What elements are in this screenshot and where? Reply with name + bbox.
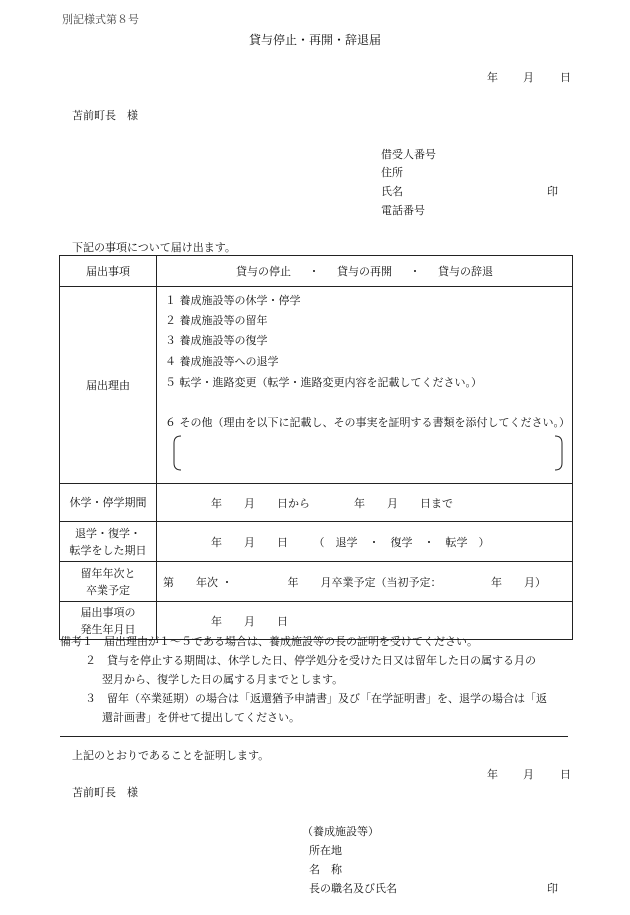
note-3: ３ 留年（卒業延期）の場合は「返還猶予申請書」及び「在学証明書」を、退学の場合は「返 [85, 692, 547, 705]
school-name-label: 名 称 [309, 863, 342, 876]
label-line: 発生年月日 [80, 622, 136, 636]
label-line: 届出事項の [80, 605, 136, 619]
seal-mark: 印 [547, 185, 558, 198]
table-row [60, 256, 573, 287]
form-number: 別記様式第８号 [62, 13, 139, 26]
date-year: 年 [487, 71, 498, 84]
note-3-cont: 還計画書」を併せて提出してください。 [102, 711, 300, 724]
separator: ・ [308, 265, 320, 278]
reason-item: ４ 養成施設等への退学 [165, 355, 279, 368]
withdraw-date-value [157, 522, 573, 562]
label-line: 転学をした期日 [69, 543, 147, 557]
leave-period-value: 年 月 日から 年 月 日まで [157, 484, 573, 522]
intro-text: 下記の事項について届け出ます。 [72, 241, 236, 254]
option-stop: 貸与の停止 [236, 265, 291, 278]
location-label: 所在地 [309, 844, 342, 857]
head-name-label: 長の職名及び氏名 [309, 882, 397, 895]
reason-label: 届出理由 [60, 287, 157, 484]
repeat-year-value: 第 年次 ・ 年 月卒業予定（当初予定： 年 月） [157, 562, 573, 602]
option-resume: 貸与の再開 [337, 265, 392, 278]
item-options [157, 256, 573, 287]
reason-item: ３ 養成施設等の復学 [165, 334, 268, 347]
occurrence-date-value: 年 月 日 [157, 602, 573, 640]
label-line: 退学・復学・ [75, 526, 141, 540]
item-label: 届出事項 [60, 256, 157, 287]
reason-item: ５ 転学・進路変更（転学・進路変更内容を記載してください。） [165, 376, 482, 389]
repeat-year-label [60, 562, 157, 602]
note-2: ２ 貸与を停止する期間は、休学した日、停学処分を受けた日又は留年した日の属する月の [85, 654, 536, 667]
date-month: 月 [523, 71, 534, 84]
date-day: 日 [560, 768, 571, 781]
option-withdraw: 貸与の辞退 [438, 265, 493, 278]
withdraw-options: （ 退学 ・ 復学 ・ 転学 ） [313, 535, 490, 549]
withdraw-date: 年 月 日 [211, 535, 288, 549]
leave-period-label: 休学・停学期間 [60, 484, 157, 522]
addressee: 苫前町長 様 [72, 109, 138, 122]
withdraw-date-label [60, 522, 157, 562]
phone-label: 電話番号 [381, 204, 425, 217]
date-year: 年 [487, 768, 498, 781]
table-row [60, 484, 573, 522]
separator: ・ [409, 265, 421, 278]
notes [60, 632, 580, 727]
name-label: 氏名 [381, 185, 403, 198]
school-label: （養成施設等） [302, 825, 379, 838]
table-row [60, 287, 573, 484]
seal-mark: 印 [547, 882, 558, 895]
note-2-cont: 翌月から、復学した日の属する月までとします。 [102, 673, 344, 686]
reason-item: ６ その他（理由を以下に記載し、その事実を証明する書類を添付してください。） [165, 416, 570, 429]
reason-item: １ 養成施設等の休学・停学 [165, 294, 301, 307]
divider [60, 736, 568, 737]
reason-item: ２ 養成施設等の留年 [165, 314, 268, 327]
certification-text: 上記のとおりであることを証明します。 [72, 749, 270, 762]
date-month: 月 [523, 768, 534, 781]
page-title: 貸与停止・再開・辞退届 [248, 33, 381, 47]
notification-table [59, 255, 573, 640]
table-row [60, 522, 573, 562]
bracket-input-area [173, 435, 563, 471]
label-line: 卒業予定 [86, 583, 130, 597]
note-1: 備考１ 届出理由が１～５である場合は、養成施設等の長の証明を受けてください。 [60, 635, 478, 648]
address-label: 住所 [381, 166, 403, 179]
certification-addressee: 苫前町長 様 [72, 786, 138, 799]
reasons-cell [157, 287, 573, 484]
date-day: 日 [560, 71, 571, 84]
table-row [60, 562, 573, 602]
label-line: 留年年次と [80, 566, 136, 580]
borrower-number-label: 借受人番号 [381, 148, 436, 161]
